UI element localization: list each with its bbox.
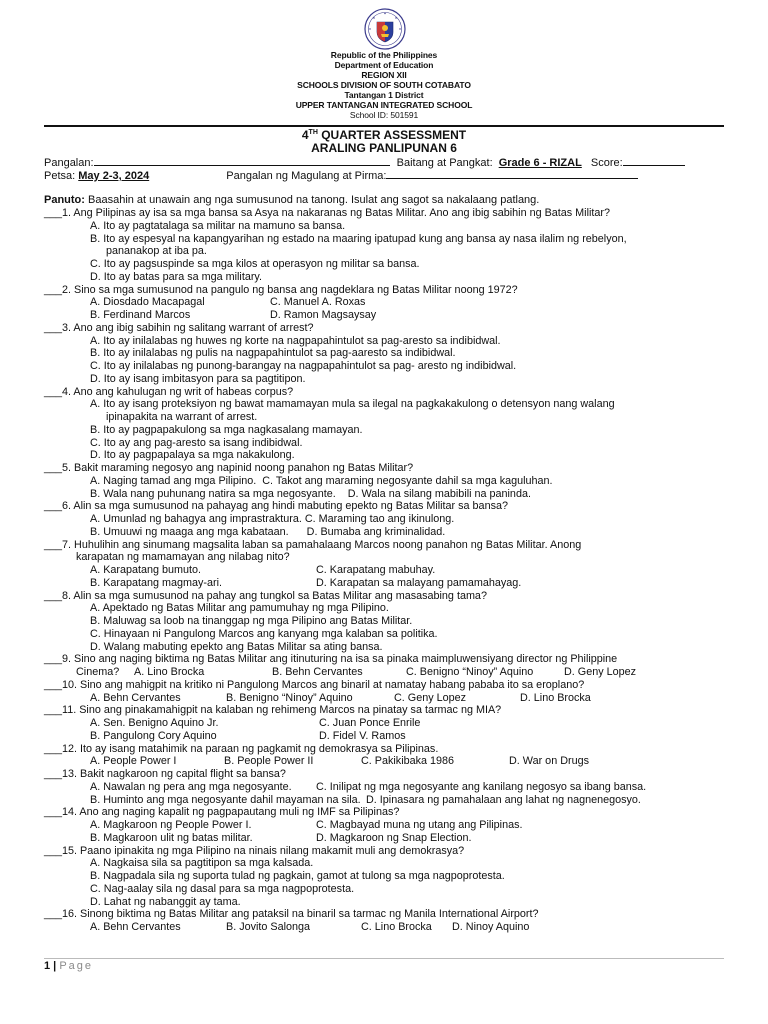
choice-9a: A. Lino Brocka (134, 666, 205, 678)
date-label: Petsa: (44, 170, 76, 182)
choice-row-2bd (44, 309, 734, 322)
choice-11c: C. Juan Ponce Enrile (319, 717, 421, 729)
info-row-name (44, 155, 685, 169)
choice-16d: D. Ninoy Aquino (452, 921, 530, 933)
choice-9c: C. Benigno “Ninoy” Aquino (406, 666, 534, 678)
parent-label: Pangalan ng Magulang at Pirma: (226, 170, 387, 182)
header-school-id: School ID: 501591 (349, 110, 419, 120)
choice-row-11bd (44, 730, 734, 743)
choice-13a: A. Nawalan ng pera ang mga negosyante. (90, 780, 292, 793)
choice-row-7bd (44, 577, 734, 590)
question-1: ___1. Ang Pilipinas ay isa sa mga bansa sa Asya na nakaranas ng Batas Militar. Ano ang ibig sabihin ng Batas Militar? (44, 207, 610, 219)
instructions-text: Baasahin at unawain ang nga sumusunod na tanong. Isulat ang sagot sa nakalaang patlang. (84, 194, 540, 206)
choice-16c: C. Lino Brocka (361, 921, 432, 933)
choice-1b: B. Ito ay espesyal na kapangyarihan ng estado na maaring ipatupad kung ang bansa ay nasa ilalim ng rebelyon, (90, 232, 627, 245)
question-15: ___15. Paano ipinakita ng mga Pilipino na ninais nilang makamit muli ang demokrasya? (44, 844, 465, 857)
page-number: 1 (44, 960, 51, 972)
header-district: Tantangan 1 District (344, 90, 424, 100)
choice-12a: A. People Power I (90, 755, 177, 768)
choice-15c: C. Nag-aalay sila ng dasal para sa mga nagpoprotesta. (90, 882, 355, 895)
instructions (44, 194, 539, 206)
choice-4c: C. Ito ay ang pag-aresto sa isang indibidwal. (90, 436, 303, 449)
choice-3a: A. Ito ay inilalabas ng huwes ng korte na nagpapahintulot sa pag-aresto sa indibidwal. (90, 334, 501, 347)
choice-14b: B. Magkaroon ulit ng batas militar. (90, 831, 253, 844)
choice-1d: D. Ito ay batas para sa mga military. (90, 270, 263, 283)
choice-1a: A. Ito ay pagtatalaga sa militar na mamuno sa bansa. (90, 219, 346, 232)
question-7-cont: karapatan ng mamamayan ang nilabag nito? (76, 551, 290, 564)
choice-row-13ac (44, 781, 734, 794)
score-label: Score: (590, 157, 623, 169)
question-5: ___5. Bakit maraming negosyo ang napinid noong panahon ng Batas Militar? (44, 462, 414, 474)
choice-13b: B. Huminto ang mga negosyante dahil mayaman na sila. (90, 793, 361, 806)
question-3: ___3. Ano ang ibig sabihin ng salitang warrant of arrest? (44, 321, 314, 334)
subject-title: ARALING PANLIPUNAN 6 (311, 141, 457, 155)
choice-7d: D. Karapatan sa malayang pamamahayag. (316, 576, 522, 589)
choice-12d: D. War on Drugs (509, 755, 589, 768)
choice-16a: A. Behn Cervantes (90, 921, 181, 933)
choice-row-11ac (44, 717, 734, 730)
page-footer (44, 960, 93, 972)
choice-10a: A. Behn Cervantes (90, 691, 181, 704)
page-word: Page (59, 960, 94, 972)
choice-11a: A. Sen. Benigno Aquino Jr. (90, 717, 219, 729)
choice-row-5ac: A. Naging tamad ang mga Pilipino. C. Takot ang maraming negosyante dahil sa mga kaguluhan. (90, 474, 553, 487)
choice-8b: B. Maluwag sa loob na tinanggap ng mga Pilipino ang Batas Militar. (90, 615, 413, 627)
choice-9b: B. Behn Cervantes (272, 666, 363, 678)
choice-row-7ac (44, 564, 734, 577)
choice-2c: C. Manuel A. Roxas (270, 296, 366, 309)
choice-8d: D. Walang mabuting epekto ang Batas Militar sa ating bansa. (90, 640, 383, 653)
question-10: ___10. Sino ang mahigpit na kritiko ni Pangulong Marcos ang binaril at namatay habang pababa ito sa eroplano? (44, 678, 585, 691)
choice-8a: A. Apektado ng Batas Militar ang pamumuhay ng mga Pilipino. (90, 602, 389, 615)
question-7: ___7. Huhulihin ang sinumang magsalita laban sa pamahalaang Marcos noong panahon ng Batas Militar. Anong (44, 538, 582, 551)
choice-15a: A. Nagkaisa sila sa pagtitipon sa mga kalsada. (90, 857, 314, 870)
question-9-cont: Cinema? (76, 666, 120, 678)
choice-row-2ac (44, 296, 734, 309)
choice-row-14ac (44, 819, 734, 832)
question-12: ___12. Ito ay isang matahimik na paraan ng pagkamit ng demokrasya sa Pilipinas. (44, 742, 439, 755)
choice-7b: B. Karapatang magmay-ari. (90, 576, 223, 589)
quarter-number: 4 (301, 128, 309, 142)
choice-4a: A. Ito ay isang proteksiyon ng bawat mamamayan mula sa ilegal na pagkakakulong o detensyon nang walang (90, 398, 615, 411)
choice-14a: A. Magkaroon ng People Power I. (90, 819, 252, 831)
choice-7c: C. Karapatang mabuhay. (316, 564, 436, 576)
school-header (0, 50, 768, 120)
header-divider (44, 125, 724, 127)
choice-row-16 (44, 921, 734, 934)
question-14: ___14. Ano ang naging kapalit ng pagpapautang muli ng IMF sa Pilipinas? (44, 806, 400, 819)
choice-15b: B. Nagpadala sila ng suporta tulad ng pagkain, gamot at tulong sa mga nagpoprotesta. (90, 870, 505, 882)
choice-8c: C. Hinayaan ni Pangulong Marcos ang kanyang mga kalaban sa politika. (90, 627, 438, 640)
choice-11d: D. Fidel V. Ramos (319, 729, 406, 742)
choice-3c: C. Ito ay inilalabas ng punong-barangay na nagpapahintulot sa pag- aresto ng indibidwal. (90, 360, 517, 372)
info-row-date (44, 168, 638, 182)
grade-label: Baitang at Pangkat: (396, 157, 493, 169)
footer-divider (44, 958, 724, 959)
choice-4b: B. Ito ay pagpapakulong sa mga nagkasalang mamayan. (90, 423, 363, 436)
question-list (44, 207, 734, 934)
choice-10c: C. Geny Lopez (394, 691, 467, 704)
parent-signature-field[interactable] (386, 168, 638, 179)
choice-10b: B. Benigno “Ninoy” Aquino (226, 691, 353, 704)
question-16: ___16. Sinong biktima ng Batas Militar ang pataksil na binaril sa tarmac ng Manila International Airport? (44, 908, 539, 921)
choice-row-6ac: A. Umunlad ng bahagya ang imprastraktura. C. Maraming tao ang ikinulong. (90, 513, 455, 525)
choice-12b: B. People Power II (224, 755, 314, 768)
header-school: UPPER TANTANGAN INTEGRATED SCHOOL (295, 100, 473, 110)
choice-2d: D. Ramon Magsaysay (270, 309, 377, 321)
choice-4a-cont: ipinapakita na warrant of arrest. (106, 411, 258, 423)
header-republic: Republic of the Philippines (330, 50, 438, 60)
choice-2a: A. Diosdado Macapagal (90, 296, 205, 309)
assessment-title (0, 128, 768, 142)
choice-4d: D. Ito ay pagpapalaya sa mga nakakulong. (90, 449, 295, 462)
choice-row-10 (44, 692, 734, 705)
question-11: ___11. Sino ang pinakamahigpit na kalaban ng rehimeng Marcos na pinatay sa tarmac ng MIA? (44, 704, 502, 717)
question-6: ___6. Alin sa mga sumusunod na pahayag ang hindi mabuting epekto ng Batas Militar sa bansa? (44, 500, 508, 513)
choice-row-13bd (44, 794, 734, 807)
footer-separator: | (50, 960, 60, 972)
deped-seal-logo (364, 8, 406, 50)
date-value: May 2-3, 2024 (78, 170, 150, 182)
name-label: Pangalan: (44, 157, 94, 169)
grade-value: Grade 6 - RIZAL (498, 157, 582, 169)
choice-3b: B. Ito ay inilalabas ng pulis na nagpapahintulot sa pag-aaresto sa indibidwal. (90, 347, 456, 360)
header-division: SCHOOLS DIVISION OF SOUTH COTABATO (297, 80, 471, 90)
question-13: ___13. Bakit nagkaroon ng capital flight sa bansa? (44, 768, 286, 780)
choice-row-5bd: B. Wala nang puhunang natira sa mga negosyante. D. Wala na silang mabibili na paninda. (90, 487, 531, 500)
name-field[interactable] (94, 155, 390, 166)
choice-7a: A. Karapatang bumuto. (90, 564, 202, 576)
choice-16b: B. Jovito Salonga (226, 921, 311, 933)
question-2: ___2. Sino sa mga sumusunod na pangulo ng bansa ang nagdeklara ng Batas Militar noong 1972? (44, 283, 518, 296)
choice-15d: D. Lahat ng nabanggit ay tama. (90, 895, 241, 908)
question-8: ___8. Alin sa mga sumusunod na pahay ang tungkol sa Batas Militar ang masasabing tama? (44, 589, 487, 602)
choice-row-9 (44, 666, 734, 679)
score-field[interactable] (623, 155, 685, 166)
choice-13c: C. Inilipat ng mga negosyante ang kanilang negosyo sa ibang bansa. (316, 780, 647, 793)
choice-1b-cont: pananakop at iba pa. (106, 245, 207, 258)
choice-14c: C. Magbayad muna ng utang ang Pilipinas. (316, 819, 523, 831)
quarter-suffix: TH (308, 129, 318, 136)
header-department: Department of Education (334, 60, 434, 70)
choice-14d: D. Magkaroon ng Snap Election. (316, 831, 472, 844)
choice-row-6bd: B. Umuuwi ng maaga ang mga kabataan. D. Bumaba ang kriminalidad. (90, 525, 446, 538)
choice-1c: C. Ito ay pagsuspinde sa mga kilos at operasyon ng militar sa bansa. (90, 258, 420, 270)
header-region: REGION XII (361, 70, 407, 80)
choice-row-14bd (44, 832, 734, 845)
choice-13d: D. Ipinasara ng pamahalaan ang lahat ng nagnenegosyo. (366, 793, 641, 806)
choice-12c: C. Pakikibaka 1986 (361, 755, 455, 768)
choice-2b: B. Ferdinand Marcos (90, 309, 191, 321)
choice-row-12 (44, 755, 734, 768)
choice-9d: D. Geny Lopez (564, 666, 637, 678)
choice-3d: D. Ito ay isang imbitasyon para sa pagtitipon. (90, 372, 306, 385)
instructions-label: Panuto: (44, 194, 85, 206)
choice-10d: D. Lino Brocka (520, 691, 591, 704)
quarter-text: QUARTER ASSESSMENT (317, 128, 467, 142)
question-4: ___4. Ano ang kahulugan ng writ of habeas corpus? (44, 385, 294, 398)
question-9: ___9. Sino ang naging biktima ng Batas Militar ang itinuturing na isa sa pinaka maimpluwensiyang director ng Philippine (44, 653, 618, 666)
choice-11b: B. Pangulong Cory Aquino (90, 729, 217, 742)
